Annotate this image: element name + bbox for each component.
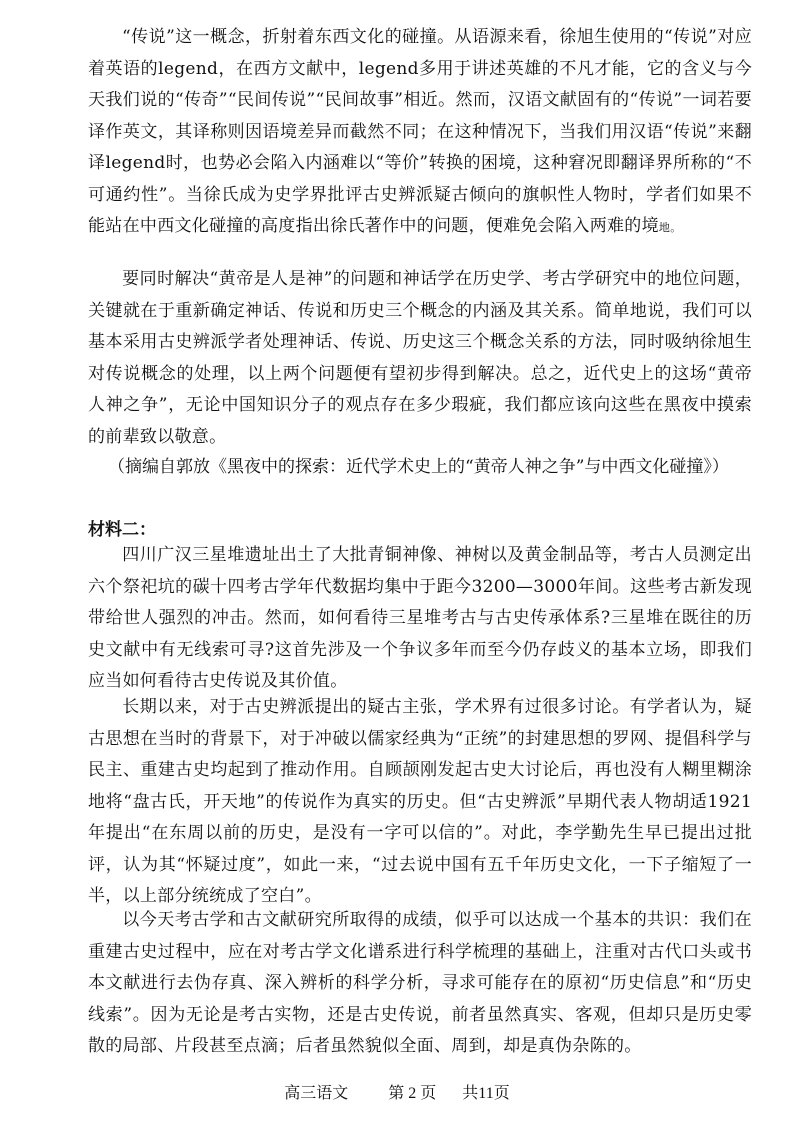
source-citation: （摘编自郭放《黑夜中的探索：近代学术史上的“黄帝人神之争”与中西文化碰撞》） <box>108 457 729 477</box>
paragraph-3-text: 四川广汉三星堆遗址出土了大批青铜神像、神树以及黄金制品等，考古人员测定出六个祭祀坑的碳十四考古学年代数据均集中于距今3200—3000年间。这些考古新发现带给世人强烈的冲击。然而，如何看待三星堆考古与古史传承体系?三星堆在既往的历史文献中有无线索可寻?这首先涉及一个争议多年而至今仍存歧义的基本立场，即我们应当如何看待古史传说及其价值。 <box>88 545 752 691</box>
paragraph-4-text: 长期以来，对于古史辨派提出的疑古主张，学术界有过很多讨论。有学者认为，疑古思想在当时的背景下，对于冲破以儒家经典为“正统”的封建思想的罗网、提倡科学与民主、重建古史均起到了推动作用。自顾颉刚发起古史大讨论后，再也没有人糊里糊涂地将“盘古氏，开天地”的传说作为真实的历史。但“古史辨派”早期代表人物胡适1921年提出“在东周以前的历史，是没有一字可以信的”。对此，李学勤先生早已提出过批评，认为其“怀疑过度”，如此一来，“过去说中国有五千年历史文化，一下子缩短了一半，以上部分统统成了空白”。 <box>88 697 752 906</box>
page-footer <box>0 1080 794 1103</box>
paragraph-1-tail: 地。 <box>658 221 682 234</box>
paragraph-1 <box>88 22 752 244</box>
paragraph-2-text: 要同时解决“黄帝是人是神”的问题和神话学在历史学、考古学研究中的地位问题，关键就在于重新确定神话、传说和历史三个概念的内涵及其关系。简单地说，我们可以基本采用古史辨派学者处理神话、传说、历史这三个概念关系的方法，同时吸纳徐旭生对传说概念的处理，以上两个问题便有望初步得到解决。总之，近代史上的这场“黄帝人神之争”，无论中国知识分子的观点存在多少瑕疵，我们都应该向这些在黑夜中摸索的前辈致以敬意。 <box>88 269 752 447</box>
paragraph-4 <box>88 692 752 913</box>
paragraph-5-text: 以今天考古学和古文献研究所取得的成绩，似乎可以达成一个基本的共识：我们在重建古史过程中，应在对考古学文化谱系进行科学梳理的基础上，注重对古代口头或书本文献进行去伪存真、深入辨析的科学分析，寻求可能存在的原初“历史信息”和“历史线索”。因为无论是考古实物，还是古史传说，前者虽然真实、客观，但却只是历史零散的局部、片段甚至点滴；后者虽然貌似全面、周到，却是真伪杂陈的。 <box>88 910 752 1056</box>
paragraph-5 <box>88 905 752 1063</box>
footer-total-pages: 共11页 <box>462 1085 510 1102</box>
paragraph-2 <box>88 264 752 453</box>
section-heading: 材料二： <box>88 520 156 540</box>
footer-subject: 高三语文 <box>284 1085 349 1102</box>
paragraph-1-text: “传说”这一概念，折射着东西文化的碰撞。从语源来看，徐旭生使用的“传说”对应着英语的legend，在西方文献中，legend多用于讲述英雄的不凡才能，它的含义与今天我们说的“传奇”“民间传说”“民间故事”相近。然而，汉语文献固有的“传说”一词若要译作英文，其译称则因语境差异而截然不同；在这种情况下，当我们用汉语“传说”来翻译legend时，也势必会陷入内涵难以“等价”转换的困境，这种窘况即翻译界所称的“不可通约性”。当徐氏成为史学界批评古史辨派疑古倾向的旗帜性人物时，学者们如果不能站在中西文化碰撞的高度指出徐氏著作中的问题，便难免会陷入两难的境 <box>88 27 752 236</box>
paragraph-3 <box>88 540 752 698</box>
footer-page-number: 第 2 页 <box>388 1085 437 1102</box>
